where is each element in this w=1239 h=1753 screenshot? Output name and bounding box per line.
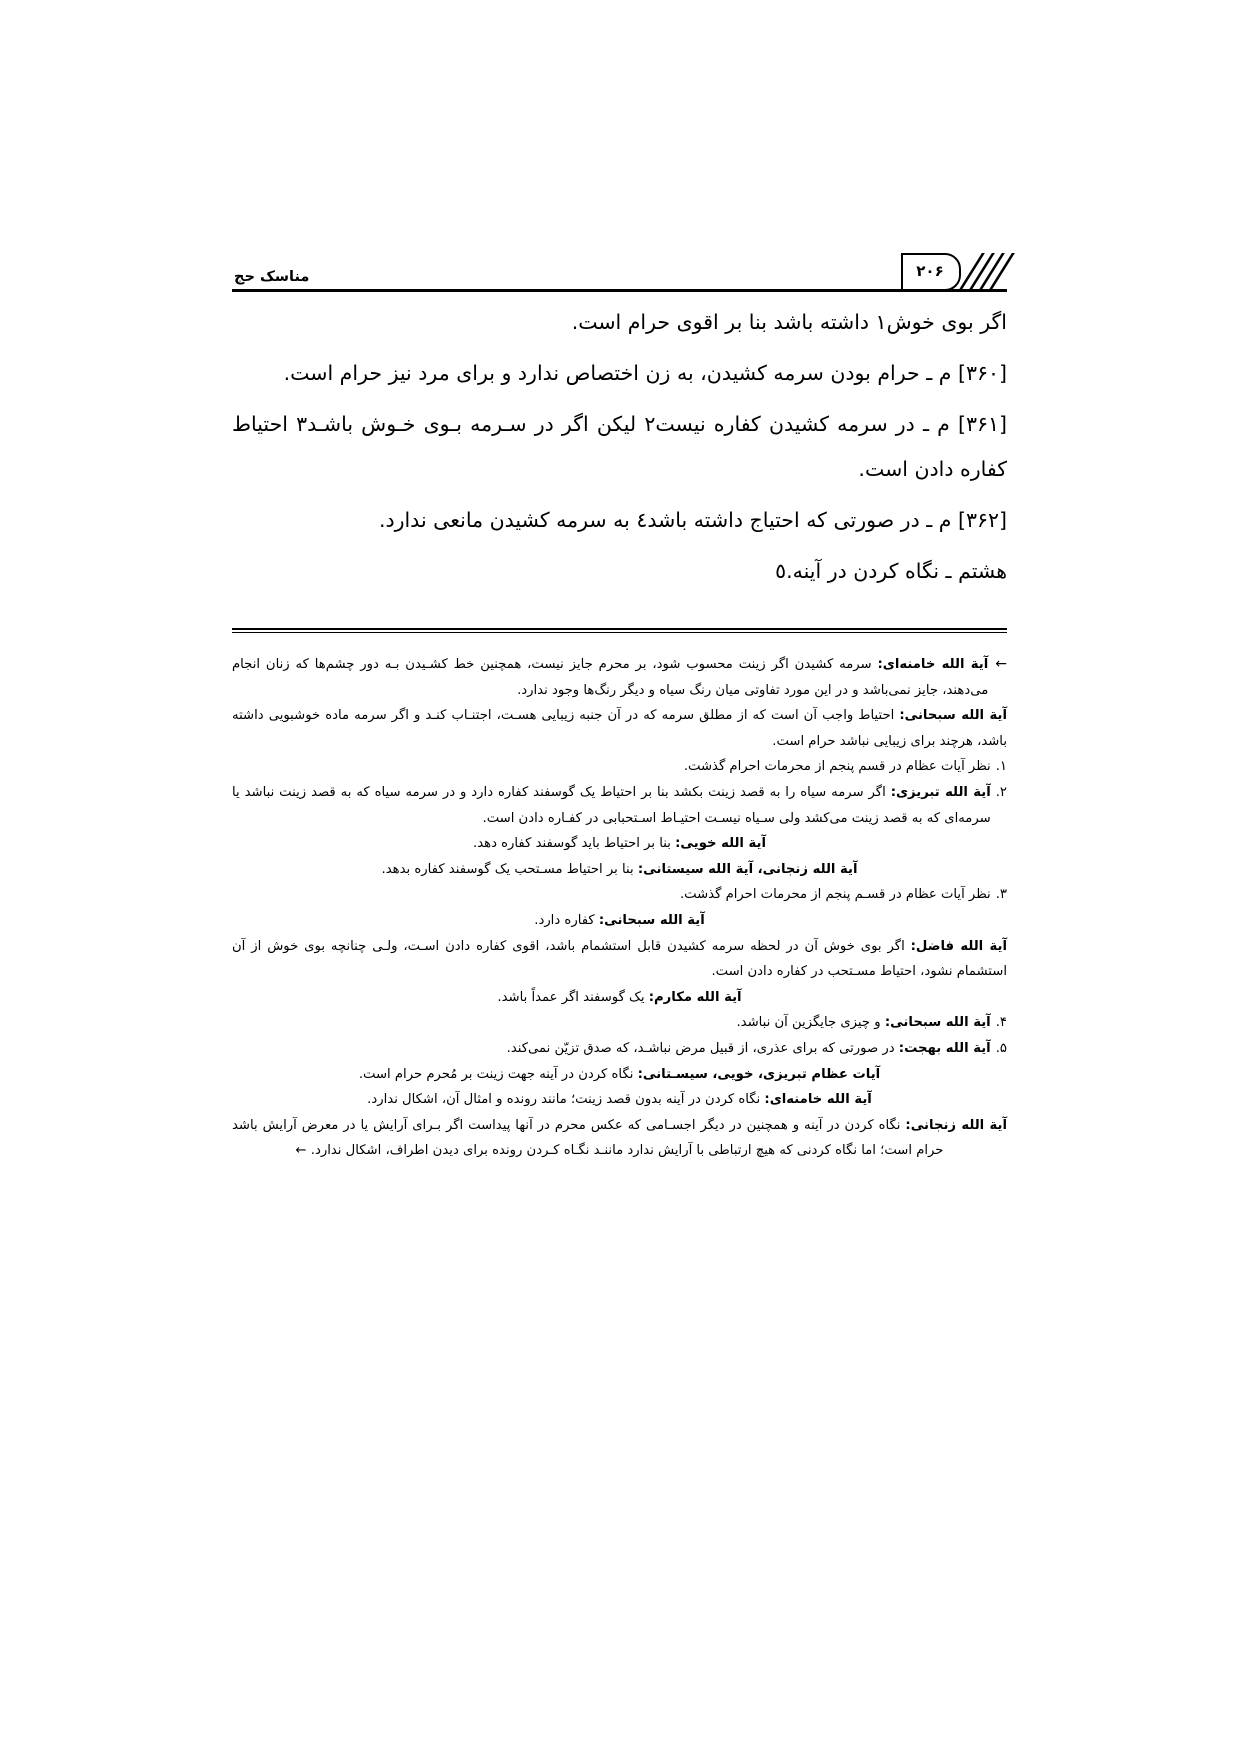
authority-name: آیات عظام تبریزی، خویی، سیسـتانی: (637, 1066, 881, 1082)
footnote-text (232, 1087, 1007, 1113)
footnote-text (232, 934, 1007, 985)
authority-name: آیة الله تبریزی: (890, 784, 991, 800)
authority-name: آیة الله زنجانی، آیة الله سیستانی: (637, 861, 858, 877)
footnote-entry (232, 754, 1007, 780)
footnote-text (232, 908, 1007, 934)
footnote-entry (232, 1113, 1007, 1164)
authority-name: آیة الله خامنه‌ای: (764, 1092, 872, 1108)
footnote-text (232, 1113, 1007, 1164)
footnote-text (232, 1036, 991, 1062)
authority-name: آیة الله مکارم: (648, 989, 742, 1005)
footnote-body: نگاه کردن در آینه و همچنین در دیگر اجسـامی که عکس محرم در آنها پیداست اگر بـرای آرایش یا در معرض آرایش باشد حرام است؛ اما نگاه کردنی که هیچ ارتباطی با آرایش ندارد ماننـد نگـاه کـردن رونده برای دیدن اطراف، اشکال ندارد. ← (232, 1117, 944, 1159)
footnote-text (232, 831, 1007, 857)
footnote-entry (232, 1010, 1007, 1036)
footnote-body: اگر سرمه سیاه را به قصد زینت بکشد بنا بر احتیاط یک گوسفند کفاره دارد و در سرمه سیاه که به قصد زینت نباشد یا سرمه‌ای که به قصد زینت می‌کشد ولی سـیاه نیسـت احتیـاط اسـتحبابی در کفـاره دادن است. (232, 784, 991, 826)
footnote-number: ۱. (995, 759, 1007, 775)
footnote-text (232, 857, 1007, 883)
folio-badge (901, 253, 1007, 291)
footnote-body: نگاه کردن در آینه جهت زینت بر مُحرم حرام است. (358, 1066, 634, 1082)
footnote-number: ۳. (995, 887, 1007, 903)
footnote-entry (232, 857, 1007, 883)
footnote-text: نظر آیات عظام در قسم پنجم از محرمات احرام گذشت. (683, 759, 991, 775)
footnote-body: بنا بر احتیاط باید گوسفند کفاره دهد. (473, 836, 671, 852)
footnote-entry (232, 1036, 1007, 1062)
footnote-text (232, 652, 988, 703)
footnote-body: و چیزی جایگزین آن نباشد. (736, 1015, 881, 1031)
running-title: مناسک حج (234, 268, 310, 285)
footnote-text (232, 703, 1007, 754)
body-paragraph-continuation: اگر بوی خوش١ داشته باشد بنا بر اقوی حرام است. (571, 310, 1007, 334)
footnote-divider (232, 628, 1007, 633)
footnote-number: ۵. (995, 1040, 1007, 1056)
footnote-text (232, 985, 1007, 1011)
body-paragraph-362: [۳۶۲] م ـ در صورتی که احتیاج داشته باشد٤ به سرمه کشیدن مانعی ندارد. (378, 508, 1007, 532)
footnote-entry (232, 652, 1007, 703)
footnote-text (232, 1062, 1007, 1088)
header-rule (232, 289, 1007, 292)
footnote-entry (232, 1087, 1007, 1113)
authority-name: آیة الله خامنه‌ای: (877, 657, 989, 672)
authority-name: آیة الله زنجانی: (905, 1117, 1007, 1133)
footnote-body: کفاره دارد. (534, 912, 595, 928)
footnote-entry (232, 831, 1007, 857)
authority-name: آیة الله فاضل: (910, 938, 1007, 954)
footnote-entry (232, 908, 1007, 934)
footnote-section (232, 652, 1007, 1164)
main-body (232, 300, 1007, 600)
footnote-entry (232, 1062, 1007, 1088)
footnote-entry (232, 934, 1007, 985)
authority-name: آیة الله خویی: (675, 836, 766, 852)
arrow-left-icon: ← (995, 656, 1007, 672)
footnote-entry (232, 780, 1007, 831)
footnote-number: ۴. (995, 1015, 1007, 1031)
footnote-text (232, 780, 991, 831)
authority-name: آیة الله سبحانی: (598, 912, 705, 928)
footnote-entry (232, 703, 1007, 754)
folio-box (901, 253, 961, 291)
footnote-entry (232, 882, 1007, 908)
authority-name: آیة الله بهجت: (898, 1040, 991, 1056)
body-paragraph-360: [۳۶۰] م ـ حرام بودن سرمه کشیدن، به زن اختصاص ندارد و برای مرد نیز حرام است. (283, 361, 1007, 385)
footnote-text: نظر آیات عظام در قسـم پنجم از محرمات احرام گذشت. (679, 887, 991, 903)
authority-name: آیة الله سبحانی: (899, 708, 1007, 724)
authority-name: آیة الله سبحانی: (884, 1015, 991, 1031)
footnote-body: نگاه کردن در آینه بدون قصد زینت؛ مانند رونده و امثال آن، اشکال ندارد. (367, 1092, 761, 1108)
footnote-body: احتیاط واجب آن است که از مطلق سرمه که در آن جنبه زیبایی هسـت، اجتنـاب کنـد و اگر سرمه ماده خوشبویی داشته باشد، هرچند برای زیبایی نباشد حرام است. (232, 708, 1007, 749)
footnote-body: سرمه کشیدن اگر زینت محسوب شود، بر محرم جایز نیست، همچنین خط کشـیدن بـه دور چشم‌ها که زنان انجام می‌دهند، جایز نمی‌باشد و در این مورد تفاوتی میان رنگ سیاه و دیگر رنگ‌ها وجود ندارد. (232, 657, 989, 698)
page-number: ۲۰۶ (916, 261, 944, 280)
footnote-body: یک گوسفند اگر عمداً باشد. (497, 989, 645, 1005)
body-paragraph-361: [۳۶۱] م ـ در سرمه کشیدن کفاره نیست٢ لیکن اگر در سـرمه بـوی خـوش باشـد٣ احتیاط کفاره دادن است. (232, 412, 1007, 481)
footnote-body: اگر بوی خوش آن در لحظه سرمه کشیدن قابل استشمام باشد، اقوی کفاره دادن اسـت، ولـی چنانچه بوی خوش از آن استشمام نشود، احتیاط مسـتحب در کفاره دادن است. (232, 938, 1007, 980)
folio-fan-decoration (961, 253, 1007, 291)
running-header (232, 248, 1007, 292)
footnote-number: ۲. (995, 784, 1007, 800)
body-paragraph-heading-eighth: هشتم ـ نگاه کردن در آینه.٥ (775, 559, 1007, 583)
footnote-body: بنا بر احتیاط مسـتحب یک گوسفند کفاره بدهد. (381, 861, 634, 877)
footnote-text (232, 1010, 991, 1036)
footnote-body: در صورتی که برای عذری، از قبیل مرض نباشـد، که صدق تزیّن نمی‌کند. (506, 1040, 895, 1056)
footnote-entry (232, 985, 1007, 1011)
